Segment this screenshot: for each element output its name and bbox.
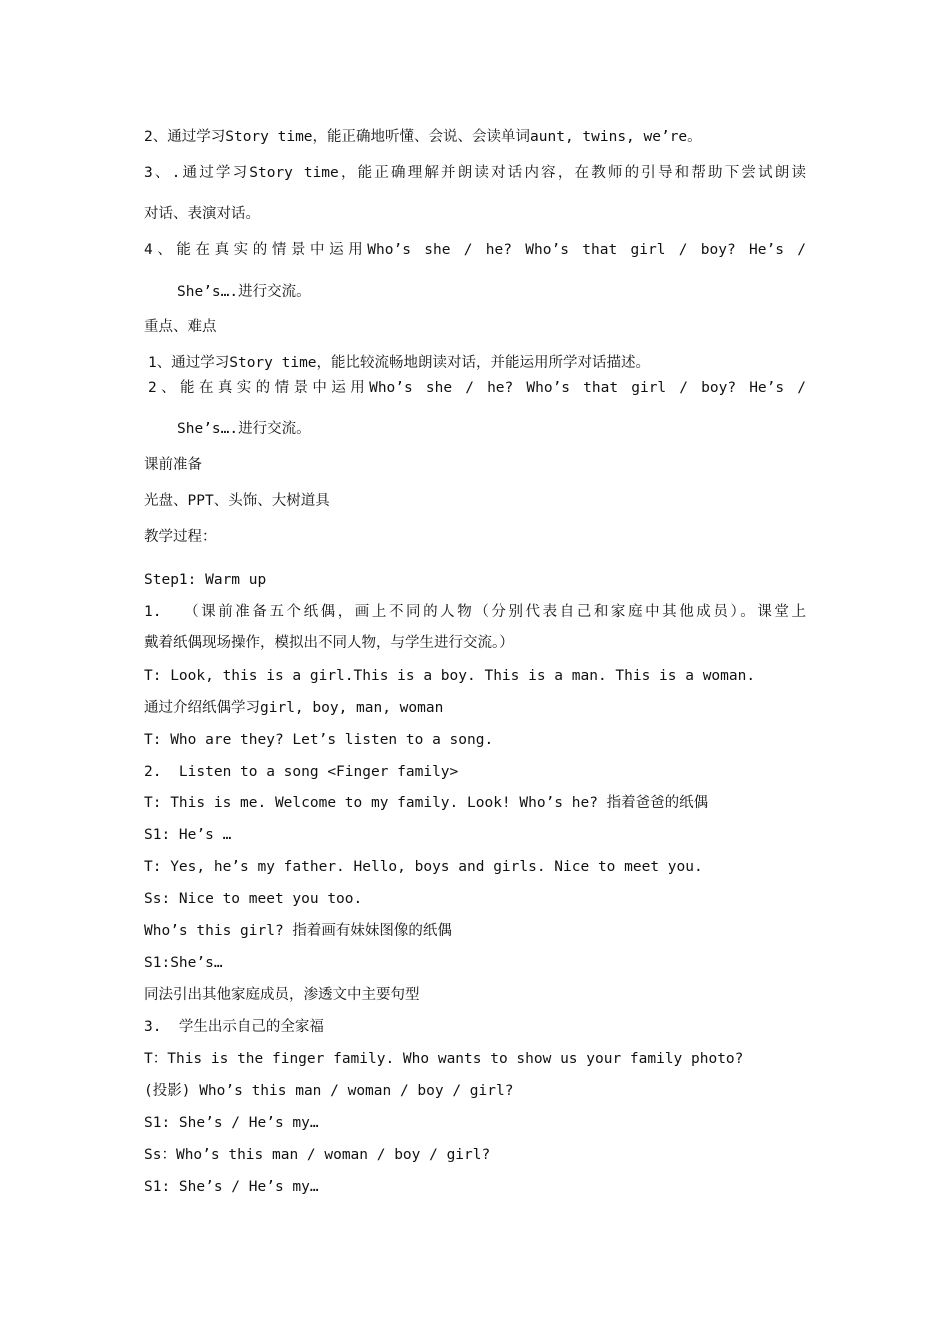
objective-item-2: 2、通过学习Story time，能正确地听懂、会说、会读单词aunt, twins, we’re。: [144, 129, 702, 145]
step1-title: Step1: Warm up: [144, 572, 267, 588]
objective-item-4-line-1: 4、能在真实的情景中运用Who’s she / he? Who’s that girl / boy? He’s /: [144, 242, 806, 258]
process-heading: 教学过程：: [144, 529, 217, 545]
dialogue-line: T: Look, this is a girl.This is a boy. This is a man. This is a woman.: [144, 668, 756, 684]
dialogue-line: S1: She’s / He’s my…: [144, 1179, 319, 1195]
preparation-heading: 课前准备: [144, 457, 202, 473]
paragraph-2: 2. Listen to a song <Finger family>: [144, 764, 459, 780]
dialogue-line: S1: She’s / He’s my…: [144, 1115, 319, 1131]
dialogue-line: Ss：Who’s this man / woman / boy / girl?: [144, 1147, 491, 1163]
key-points-heading: 重点、难点: [144, 319, 217, 335]
paragraph-1-line-1: 1. （课前准备五个纸偶，画上不同的人物（分别代表自己和家庭中其他成员）。课堂上: [144, 604, 806, 620]
dialogue-line: T: Who are they? Let’s listen to a song.: [144, 732, 494, 748]
dialogue-line: T: This is me. Welcome to my family. Look! Who’s he? 指着爸爸的纸偶: [144, 795, 709, 811]
dialogue-note: 同法引出其他家庭成员，渗透文中主要句型: [144, 987, 420, 1003]
paragraph-3: 3. 学生出示自己的全家福: [144, 1019, 324, 1035]
key-point-item-1: 1、通过学习Story time，能比较流畅地朗读对话，并能运用所学对话描述。: [148, 355, 651, 371]
paragraph-1-line-2: 戴着纸偶现场操作，模拟出不同人物，与学生进行交流。）: [144, 635, 514, 651]
dialogue-line: Who’s this girl? 指着画有妹妹图像的纸偶: [144, 923, 452, 939]
dialogue-line: Ss: Nice to meet you too.: [144, 891, 363, 907]
objective-item-4-line-2: She’s….进行交流。: [177, 284, 311, 300]
dialogue-note: 通过介绍纸偶学习girl, boy, man, woman: [144, 700, 444, 716]
dialogue-line: S1:She’s…: [144, 955, 223, 971]
key-point-item-2-line-1: 2、能在真实的情景中运用Who’s she / he? Who’s that girl / boy? He’s /: [148, 380, 806, 396]
dialogue-line: (投影) Who’s this man / woman / boy / girl?: [144, 1083, 514, 1099]
dialogue-line: T: Yes, he’s my father. Hello, boys and girls. Nice to meet you.: [144, 859, 703, 875]
objective-item-3-line-2: 对话、表演对话。: [144, 206, 260, 222]
dialogue-line: S1: He’s …: [144, 827, 232, 843]
dialogue-line: T：This is the finger family. Who wants to show us your family photo?: [144, 1051, 744, 1067]
objective-item-3-line-1: 3、.通过学习Story time，能正确理解并朗读对话内容，在教师的引导和帮助下尝试朗读: [144, 165, 806, 181]
key-point-item-2-line-2: She’s….进行交流。: [177, 421, 311, 437]
preparation-content: 光盘、PPT、头饰、大树道具: [144, 493, 330, 509]
